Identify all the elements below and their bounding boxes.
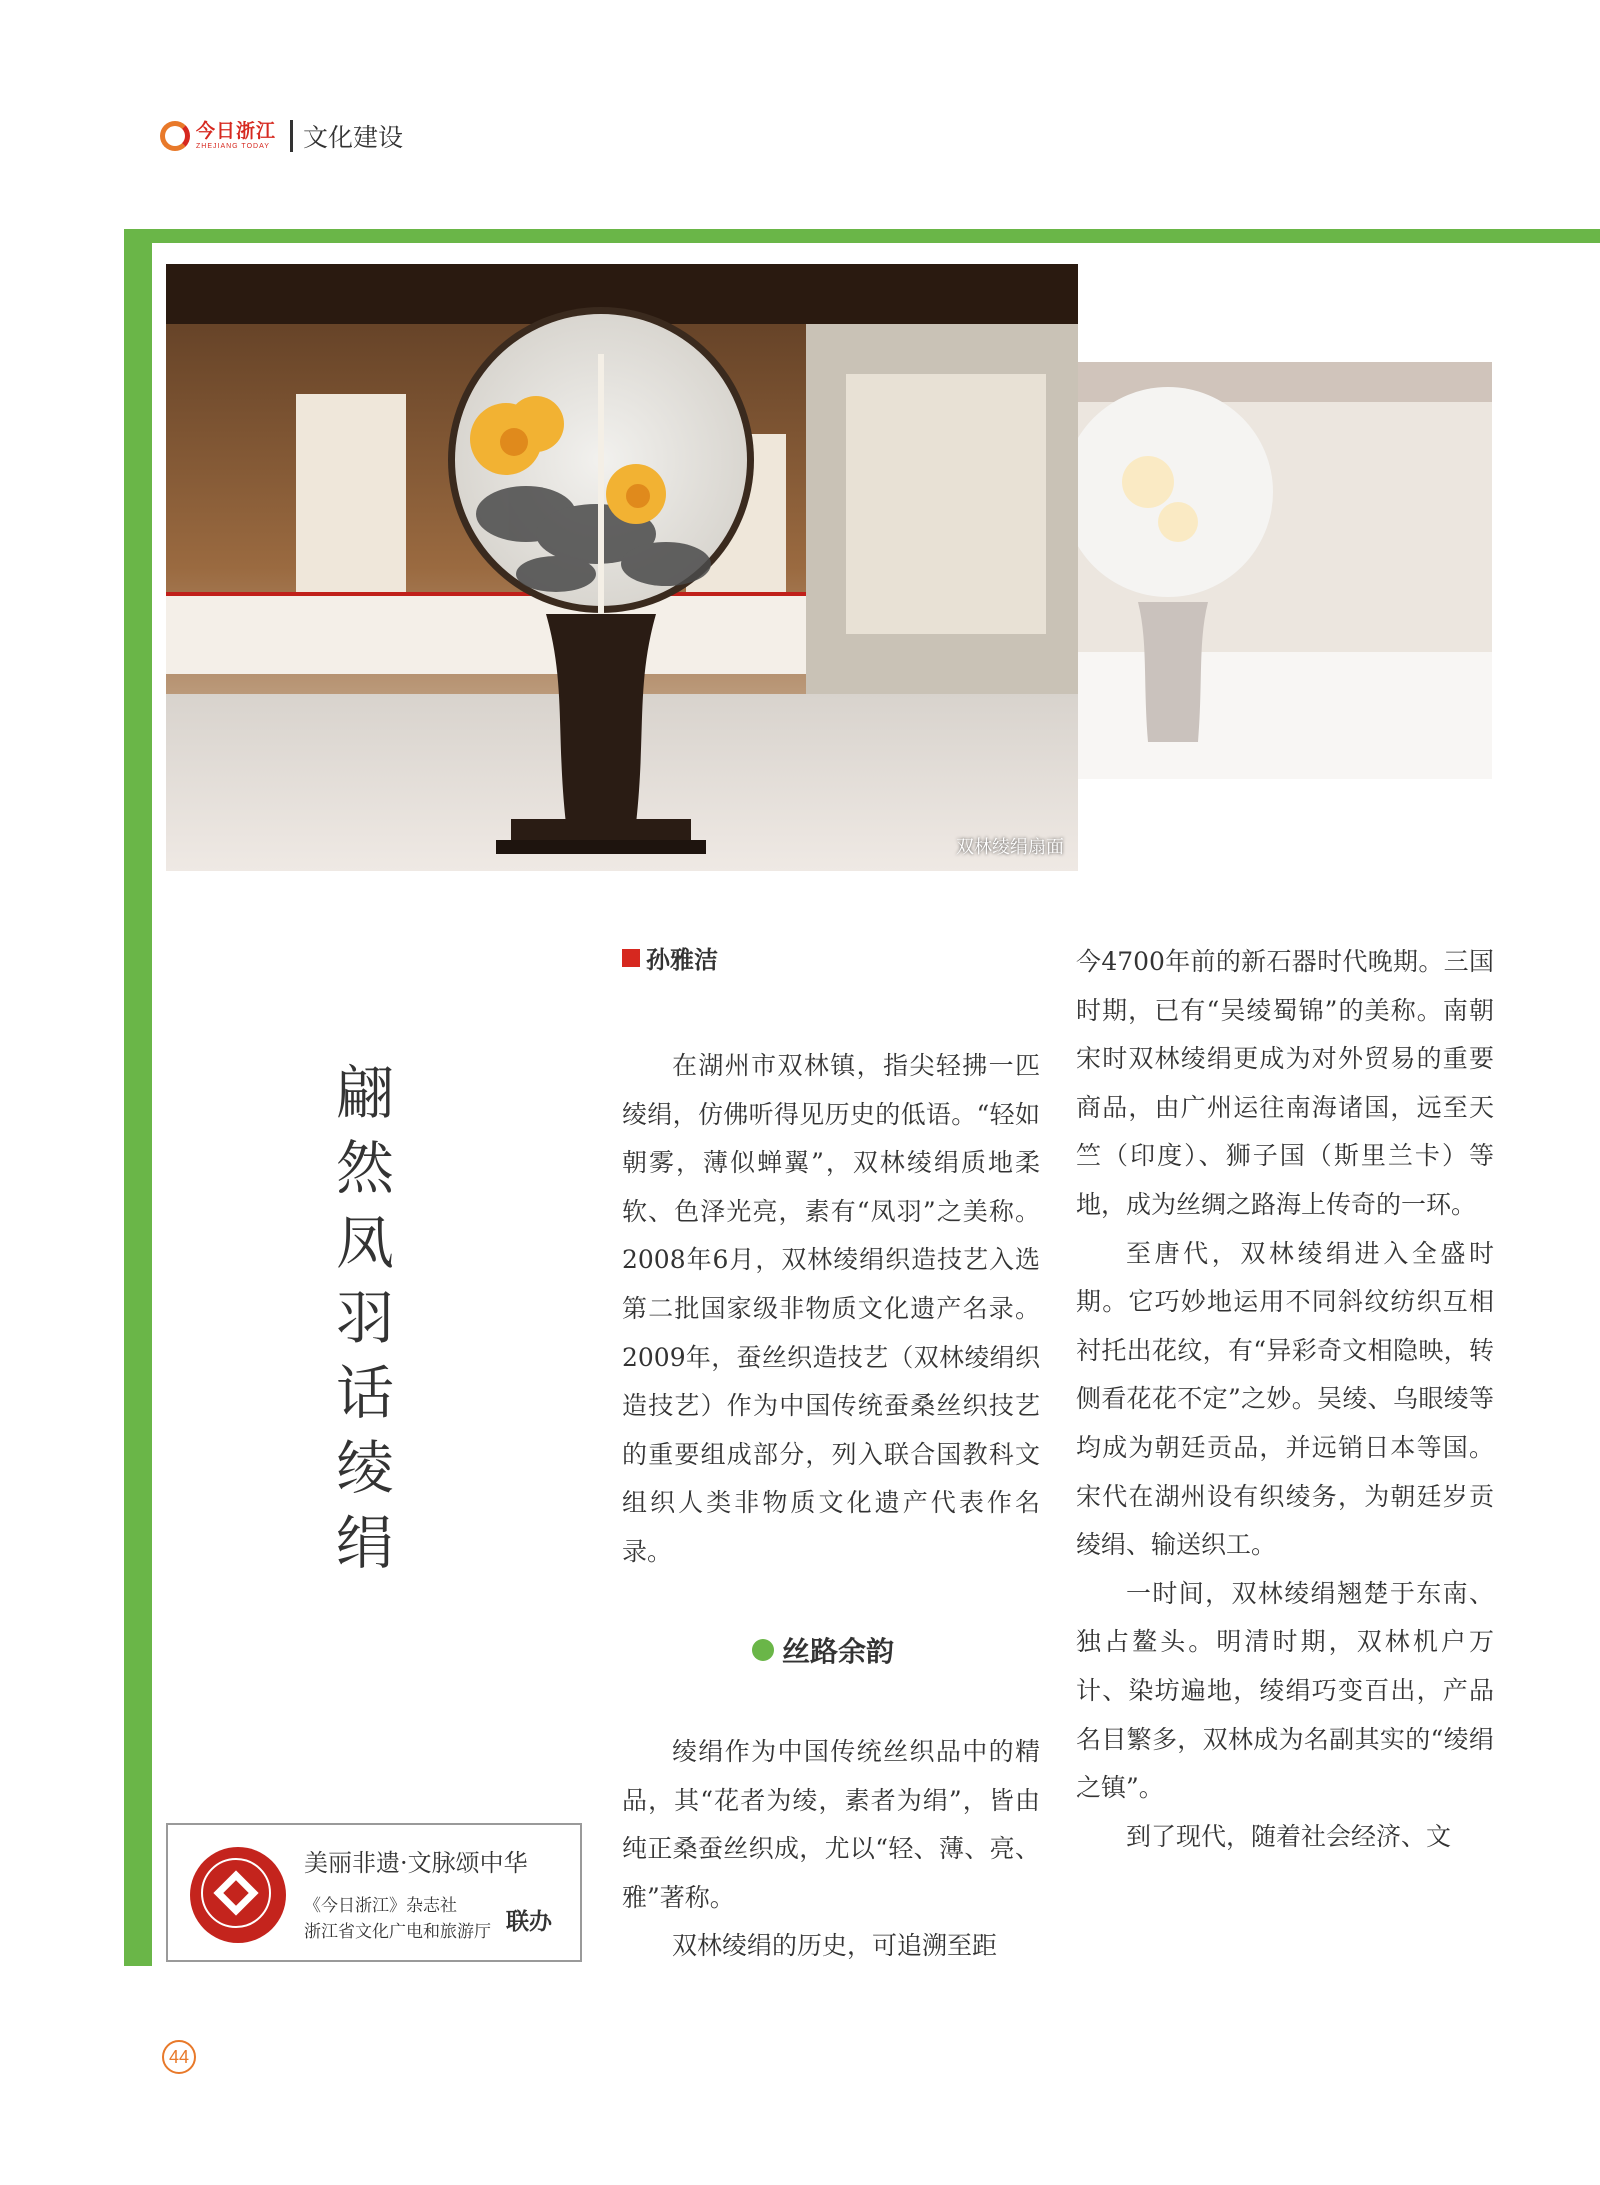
intro-paragraph-block (622, 1042, 1040, 1577)
badge-joint-label: 联办 (506, 1909, 552, 1935)
paragraph: 一时间，双林绫绢翘楚于东南、独占鳌头。明清时期，双林机户万计、染坊遍地，绫绢巧变百出，产品名目繁多，双林成为名副其实的“绫绢之镇”。 (1076, 1578, 1494, 1803)
badge-slogan: 美丽非遗·文脉颂中华 (304, 1849, 528, 1877)
subheading-text: 丝路余韵 (782, 1635, 895, 1668)
paragraph-continued: 今4700年前的新石器时代晚期。三国时期，已有“吴绫蜀锦”的美称。南朝宋时双林绫绢更成为对外贸易的重要商品，由广州运往南海诸国，远至天竺（印度）、狮子国（斯里兰卡）等地，成为丝绸之路海上传奇的一环。 (1076, 947, 1494, 1219)
subheading-dot-icon (752, 1639, 774, 1661)
paragraph: 至唐代，双林绫绢进入全盛时期。它巧妙地运用不同斜纹纺织互相衬托出花纹，有“异彩奇文相隐映，转侧看花花不定”之妙。吴绫、乌眼绫等均成为朝廷贡品，并远销日本等国。宋代在湖州设有织绫务，为朝廷岁贡绫绢、输送织工。 (1076, 1238, 1494, 1560)
photo-caption: 双林绫绢扇面 (956, 837, 1064, 858)
magazine-logo (196, 122, 276, 150)
paragraph: 双林绫绢的历史，可追溯至距 (672, 1931, 998, 1961)
title-char: 绢 (335, 1509, 394, 1577)
article-title (320, 1056, 410, 1581)
paragraph: 到了现代，随着社会经济、文 (1126, 1821, 1452, 1851)
intro-paragraph: 在湖州市双林镇，指尖轻拂一匹绫绢，仿佛听得见历史的低语。“轻如朝雾，薄似蝉翼”，双林绫绢质地柔软、色泽光亮，素有“凤羽”之美称。2008年6月，双林绫绢织造技艺入选第二批国家级非物质文化遗产名录。2009年，蚕丝织造技艺（双林绫绢织造技艺）作为中国传统蚕桑丝织技艺的重要组成部分，列入联合国教科文组织人类非物质文化遗产代表作名录。 (622, 1051, 1040, 1566)
title-char: 话 (335, 1359, 394, 1427)
faded-photo (1078, 362, 1492, 779)
paragraph: 绫绢作为中国传统丝织品中的精品，其“花者为绫，素者为绢”，皆由纯正桑蚕丝织成，尤以“轻、薄、亮、雅”著称。 (622, 1737, 1040, 1912)
green-frame-top (124, 229, 1600, 243)
faded-fan-photo (1078, 362, 1492, 779)
green-frame-left (124, 229, 152, 1966)
title-char: 羽 (335, 1284, 394, 1352)
page-number: 44 (162, 2040, 196, 2074)
main-photo (166, 264, 1078, 871)
byline (622, 940, 718, 975)
title-char: 凤 (335, 1209, 394, 1277)
section-title: 文化建设 (303, 123, 404, 152)
badge-organizers (304, 1893, 491, 1945)
column-one-lower (622, 1728, 1040, 1971)
organizer-department: 浙江省文化广电和旅游厅 (304, 1922, 491, 1942)
byline-square-icon (622, 949, 640, 967)
title-char: 翩 (335, 1059, 394, 1127)
silk-fan-photo (166, 264, 1078, 871)
title-char: 然 (335, 1134, 394, 1202)
magazine-logo-icon (160, 121, 190, 151)
magazine-logo-subtext: ZHEJIANG TODAY (196, 143, 270, 150)
subheading (752, 1630, 894, 1670)
heritage-seal-icon (190, 1847, 286, 1943)
column-badge (166, 1823, 582, 1962)
column-two (1076, 938, 1494, 1861)
author-name: 孙雅洁 (646, 946, 718, 974)
organizer-magazine: 《今日浙江》杂志社 (304, 1896, 457, 1916)
magazine-logo-text: 今日浙江 (196, 120, 277, 142)
title-char: 绫 (335, 1434, 394, 1502)
header-divider (290, 120, 293, 152)
masthead (160, 118, 403, 154)
